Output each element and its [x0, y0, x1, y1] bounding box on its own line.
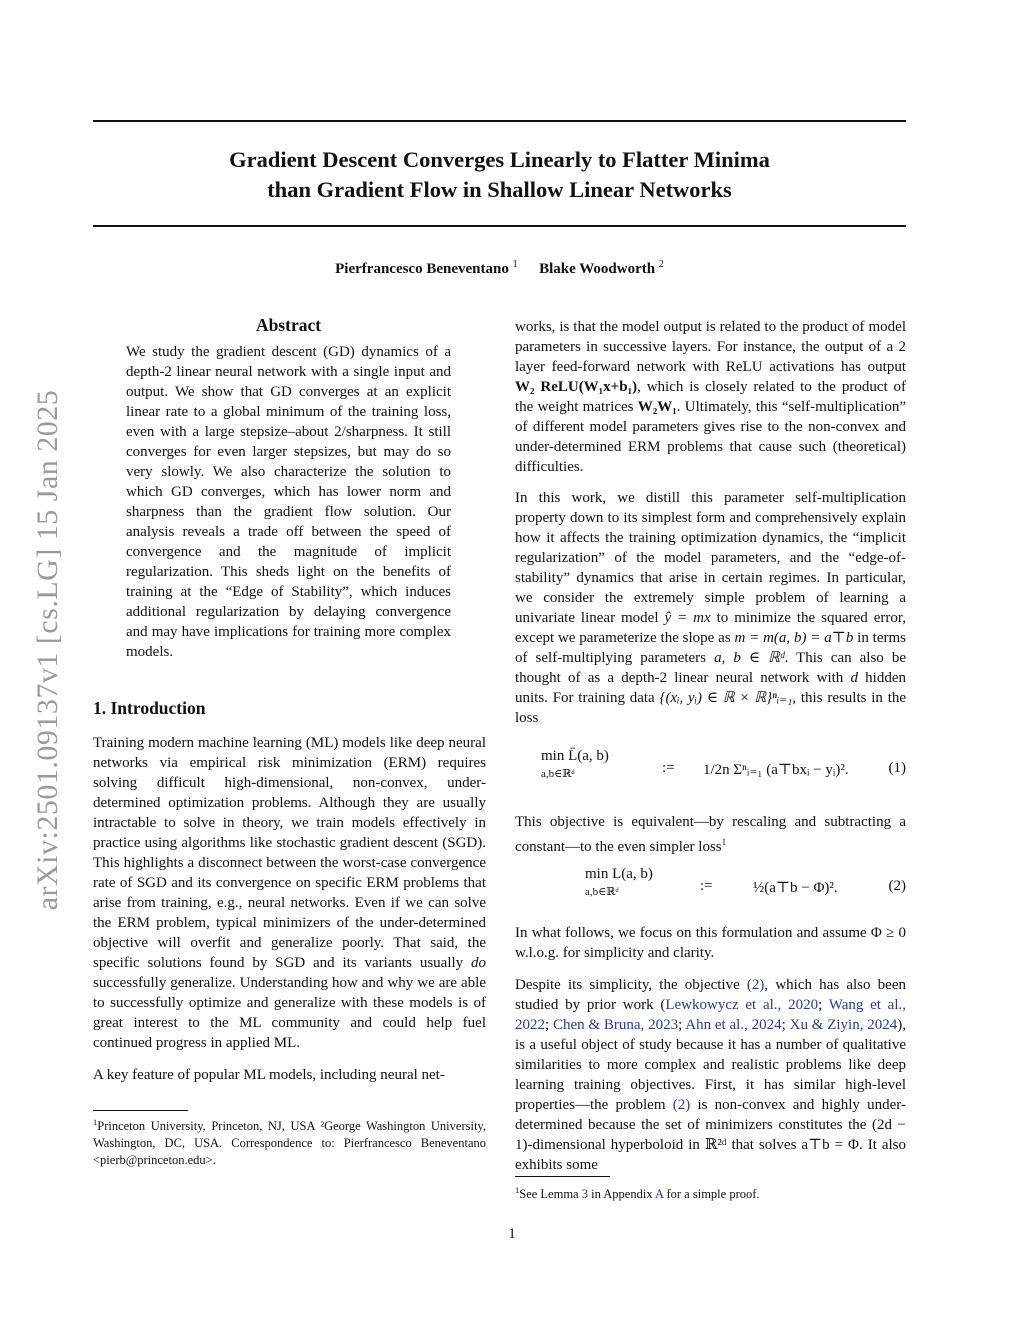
text-run: works, is that the model output is related to the product of model parameters in successive layers. For instance, the output of a 2 layer feed-forward network with ReLU activations has output: [515, 319, 906, 375]
intro-column-left: [93, 733, 486, 1085]
footnote-mark: 1: [721, 837, 727, 847]
citation-link[interactable]: Ahn et al., 2024: [685, 1017, 782, 1033]
equation-lhs: [585, 866, 653, 900]
author-name: Blake Woodworth: [539, 261, 656, 277]
footnote-mark: 1: [93, 1117, 98, 1127]
math-inline: {(xᵢ, yᵢ) ∈ ℝ × ℝ}ⁿᵢ₌₁: [659, 690, 793, 706]
math-inline: ŷ = mx: [664, 610, 711, 626]
title-line-2: than Gradient Flow in Shallow Linear Networks: [267, 177, 732, 202]
text-run: In this work, we distill this parameter self-multiplication property down to its simplest form and comprehensively explain how it affects the training optimization dynamics, the “implicit regularization” of the model parameters, and the “edge-of-stability” dynamics that arise in certain regimes. In particular, we consider the extremely simple problem of learning a univariate linear model: [515, 490, 906, 626]
affiliation-footnote: [93, 1114, 486, 1169]
text-run: to minimize the squared error, except we parameterize the slope as: [515, 610, 907, 646]
equation-rhs: ½(a⊤b − Φ)².: [753, 880, 838, 896]
citation-link[interactable]: Xu & Ziyin, 2024: [789, 1017, 898, 1033]
math-inline: d: [850, 670, 858, 686]
text-run: ), is a useful object of study because it has a number of qualitative similarities to more complex and realistic problems like deep learning training objectives. First, it has similar high-level properties—the problem: [515, 1017, 907, 1113]
text-run: is non-convex and highly under-determined because the set of minimizers constitutes the (2d − 1)-dimensional hyperboloid in ℝ²ᵈ that solves a⊤b = Φ. It also exhibits some: [515, 1097, 906, 1173]
math-inline: W₂ ReLU(W₁x+b₁): [515, 379, 638, 395]
text-run: . This can also be thought of as a depth-2 linear neural network with: [515, 650, 906, 686]
title-top-rule: [93, 120, 906, 122]
equation-number: (1): [888, 760, 906, 776]
page-number: 1: [508, 1226, 516, 1242]
math-inline: a, b ∈ ℝᵈ: [714, 650, 785, 666]
text-run: successfully generalize. Understanding how and why we are able to successfully optimize and generalize with these models is of great interest to the ML community and could help fuel continued progress in applied ML.: [93, 975, 486, 1051]
equation-reference-link[interactable]: (2): [746, 977, 765, 993]
right-paragraph-1: [515, 317, 906, 477]
right-paragraph-4: In what follows, we focus on this formulation and assume Φ ≥ 0 w.l.o.g. for simplicity and clarity.: [515, 925, 906, 961]
text-run: Despite its simplicity, the objective: [515, 977, 747, 993]
arxiv-id-text: arXiv:2501.09137v1 [cs.LG] 15 Jan 2025: [31, 389, 64, 911]
equation-lhs: [541, 748, 609, 782]
text-run: . Ultimately, this “self-multiplication” of different model parameters gives rise to the non-convex and under-determined ERM problems that cause such (theoretical) difficulties.: [515, 399, 906, 475]
footnote-rule: [515, 1176, 610, 1177]
author-list: [93, 261, 906, 278]
lemma-reference-link[interactable]: 3: [581, 1187, 588, 1202]
footnote-rule: [93, 1110, 188, 1111]
emphasis-text: do: [471, 955, 486, 971]
footnote-text: for a simple proof.: [663, 1187, 760, 1202]
footnote-text: See Lemma: [519, 1187, 582, 1202]
citation-link[interactable]: Wang et al., 2022: [515, 997, 907, 1033]
title-bottom-rule: [93, 225, 906, 227]
citation-link[interactable]: Chen & Bruna, 2023: [552, 1017, 679, 1033]
equation-subscript: a,b∈ℝᵈ: [585, 886, 619, 898]
footnote-mark: 1: [515, 1185, 520, 1195]
math-inline: W₂W₁: [637, 399, 677, 415]
equation-number: (2): [888, 878, 906, 894]
abstract-text: [126, 342, 451, 662]
equation-lhs-text: min L(a, b): [585, 866, 653, 882]
citation-link[interactable]: Lewkowycz et al., 2020: [665, 997, 819, 1013]
intro-paragraph-2: A key feature of popular ML models, including neural net-: [93, 1067, 445, 1083]
intro-paragraph-1: [93, 733, 486, 1053]
paper-title: [93, 145, 906, 205]
abstract-heading: Abstract: [255, 315, 322, 335]
author-affiliation-mark: 2: [658, 259, 664, 270]
text-run: hidden units. For training data: [515, 670, 907, 706]
equation-assign: :=: [700, 878, 713, 894]
text-run: , this results in the loss: [515, 690, 907, 726]
right-paragraph-2: [515, 488, 906, 728]
right-paragraph-5: Despite its simplicity, the objective (2), which has also been studied by prior work (Lewkowycz et al., 2020; Wang et al., 2022; Chen & Bruna, 2023; Ahn et al., 2024; Xu & Ziyin, 2024), is a useful object of study because it has a number of qualitative similarities to more complex and realistic problems like deep learning training objectives. First, it has similar high-level properties—the problem (2) is non-convex and highly under-determined because the set of minimizers constitutes the (2d − 1)-dimensional hyperboloid in ℝ²ᵈ that solves a⊤b = Φ. It also exhibits some: [515, 977, 907, 1173]
section-heading-introduction: 1. Introduction: [93, 698, 206, 718]
text-run: This objective is equivalent—by rescaling and subtracting a constant—to the even simpler loss: [515, 814, 906, 855]
text-run: in terms of self-multiplying parameters: [515, 630, 906, 666]
equation-reference-link[interactable]: (2): [672, 1097, 691, 1113]
math-inline: m = m(a, b) = a⊤b: [734, 630, 854, 646]
right-paragraph-3: [515, 812, 906, 857]
proof-footnote: [515, 1182, 906, 1203]
equation-2: [515, 866, 906, 910]
equation-lhs-text: min L̄(a, b): [541, 748, 609, 764]
appendix-reference-link[interactable]: A: [655, 1187, 664, 1202]
text-run: , which has also been studied by prior work (: [515, 977, 906, 1013]
footnote-text: in Appendix: [587, 1187, 656, 1202]
equation-assign: :=: [662, 760, 675, 776]
equation-subscript: a,b∈ℝᵈ: [541, 768, 575, 780]
abstract-paragraph: We study the gradient descent (GD) dynamics of a depth-2 linear neural network with a single input and output. We show that GD converges at an explicit linear rate to a global minimum of the training loss, even with a large stepsize–about 2/sharpness. It still converges for even larger stepsizes, but may do so very slowly. We also characterize the solution to which GD converges, which has lower norm and sharpness than the gradient flow solution. Our analysis reveals a trade off between the speed of convergence and the magnitude of implicit regularization. This sheds light on the benefits of training at the “Edge of Stability”, which induces additional regularization by delaying convergence and may have implications for training more complex models.: [126, 344, 451, 660]
title-line-1: Gradient Descent Converges Linearly to Flatter Minima: [229, 147, 770, 172]
right-column-top: [515, 317, 906, 728]
author-affiliation-mark: 1: [512, 259, 518, 270]
equation-1: [515, 748, 906, 792]
text-run: , which is closely related to the product of the weight matrices: [515, 379, 907, 415]
author-name: Pierfrancesco Beneventano: [335, 261, 509, 277]
equation-rhs: 1/2n Σⁿᵢ₌₁ (a⊤bxᵢ − yᵢ)².: [703, 762, 849, 778]
footnote-text: Princeton University, Princeton, NJ, USA ²George Washington University, Washington, DC, USA. Correspondence to: Pierfrancesco Beneventano <pierb@princeton.edu>.: [93, 1119, 486, 1168]
text-run: Training modern machine learning (ML) models like deep neural networks via empirical risk minimization (ERM) requires solving difficult high-dimensional, non-convex, under-determined optimization problems. Although they are usually intractable to solve in theory, we train models effectively in practice using algorithms like stochastic gradient descent (SGD). This highlights a disconnect between the worst-case convergence rate of SGD and its convergence on specific ERM problems that arise from training, e.g., neural networks. Even if we can solve the ERM problem, typical minimizers of the under-determined objective will overfit and generalize poorly. That said, the specific solutions found by SGD and its variants usually: [93, 735, 486, 971]
right-column-bottom: [515, 923, 906, 1175]
right-column-middle: [515, 812, 906, 857]
